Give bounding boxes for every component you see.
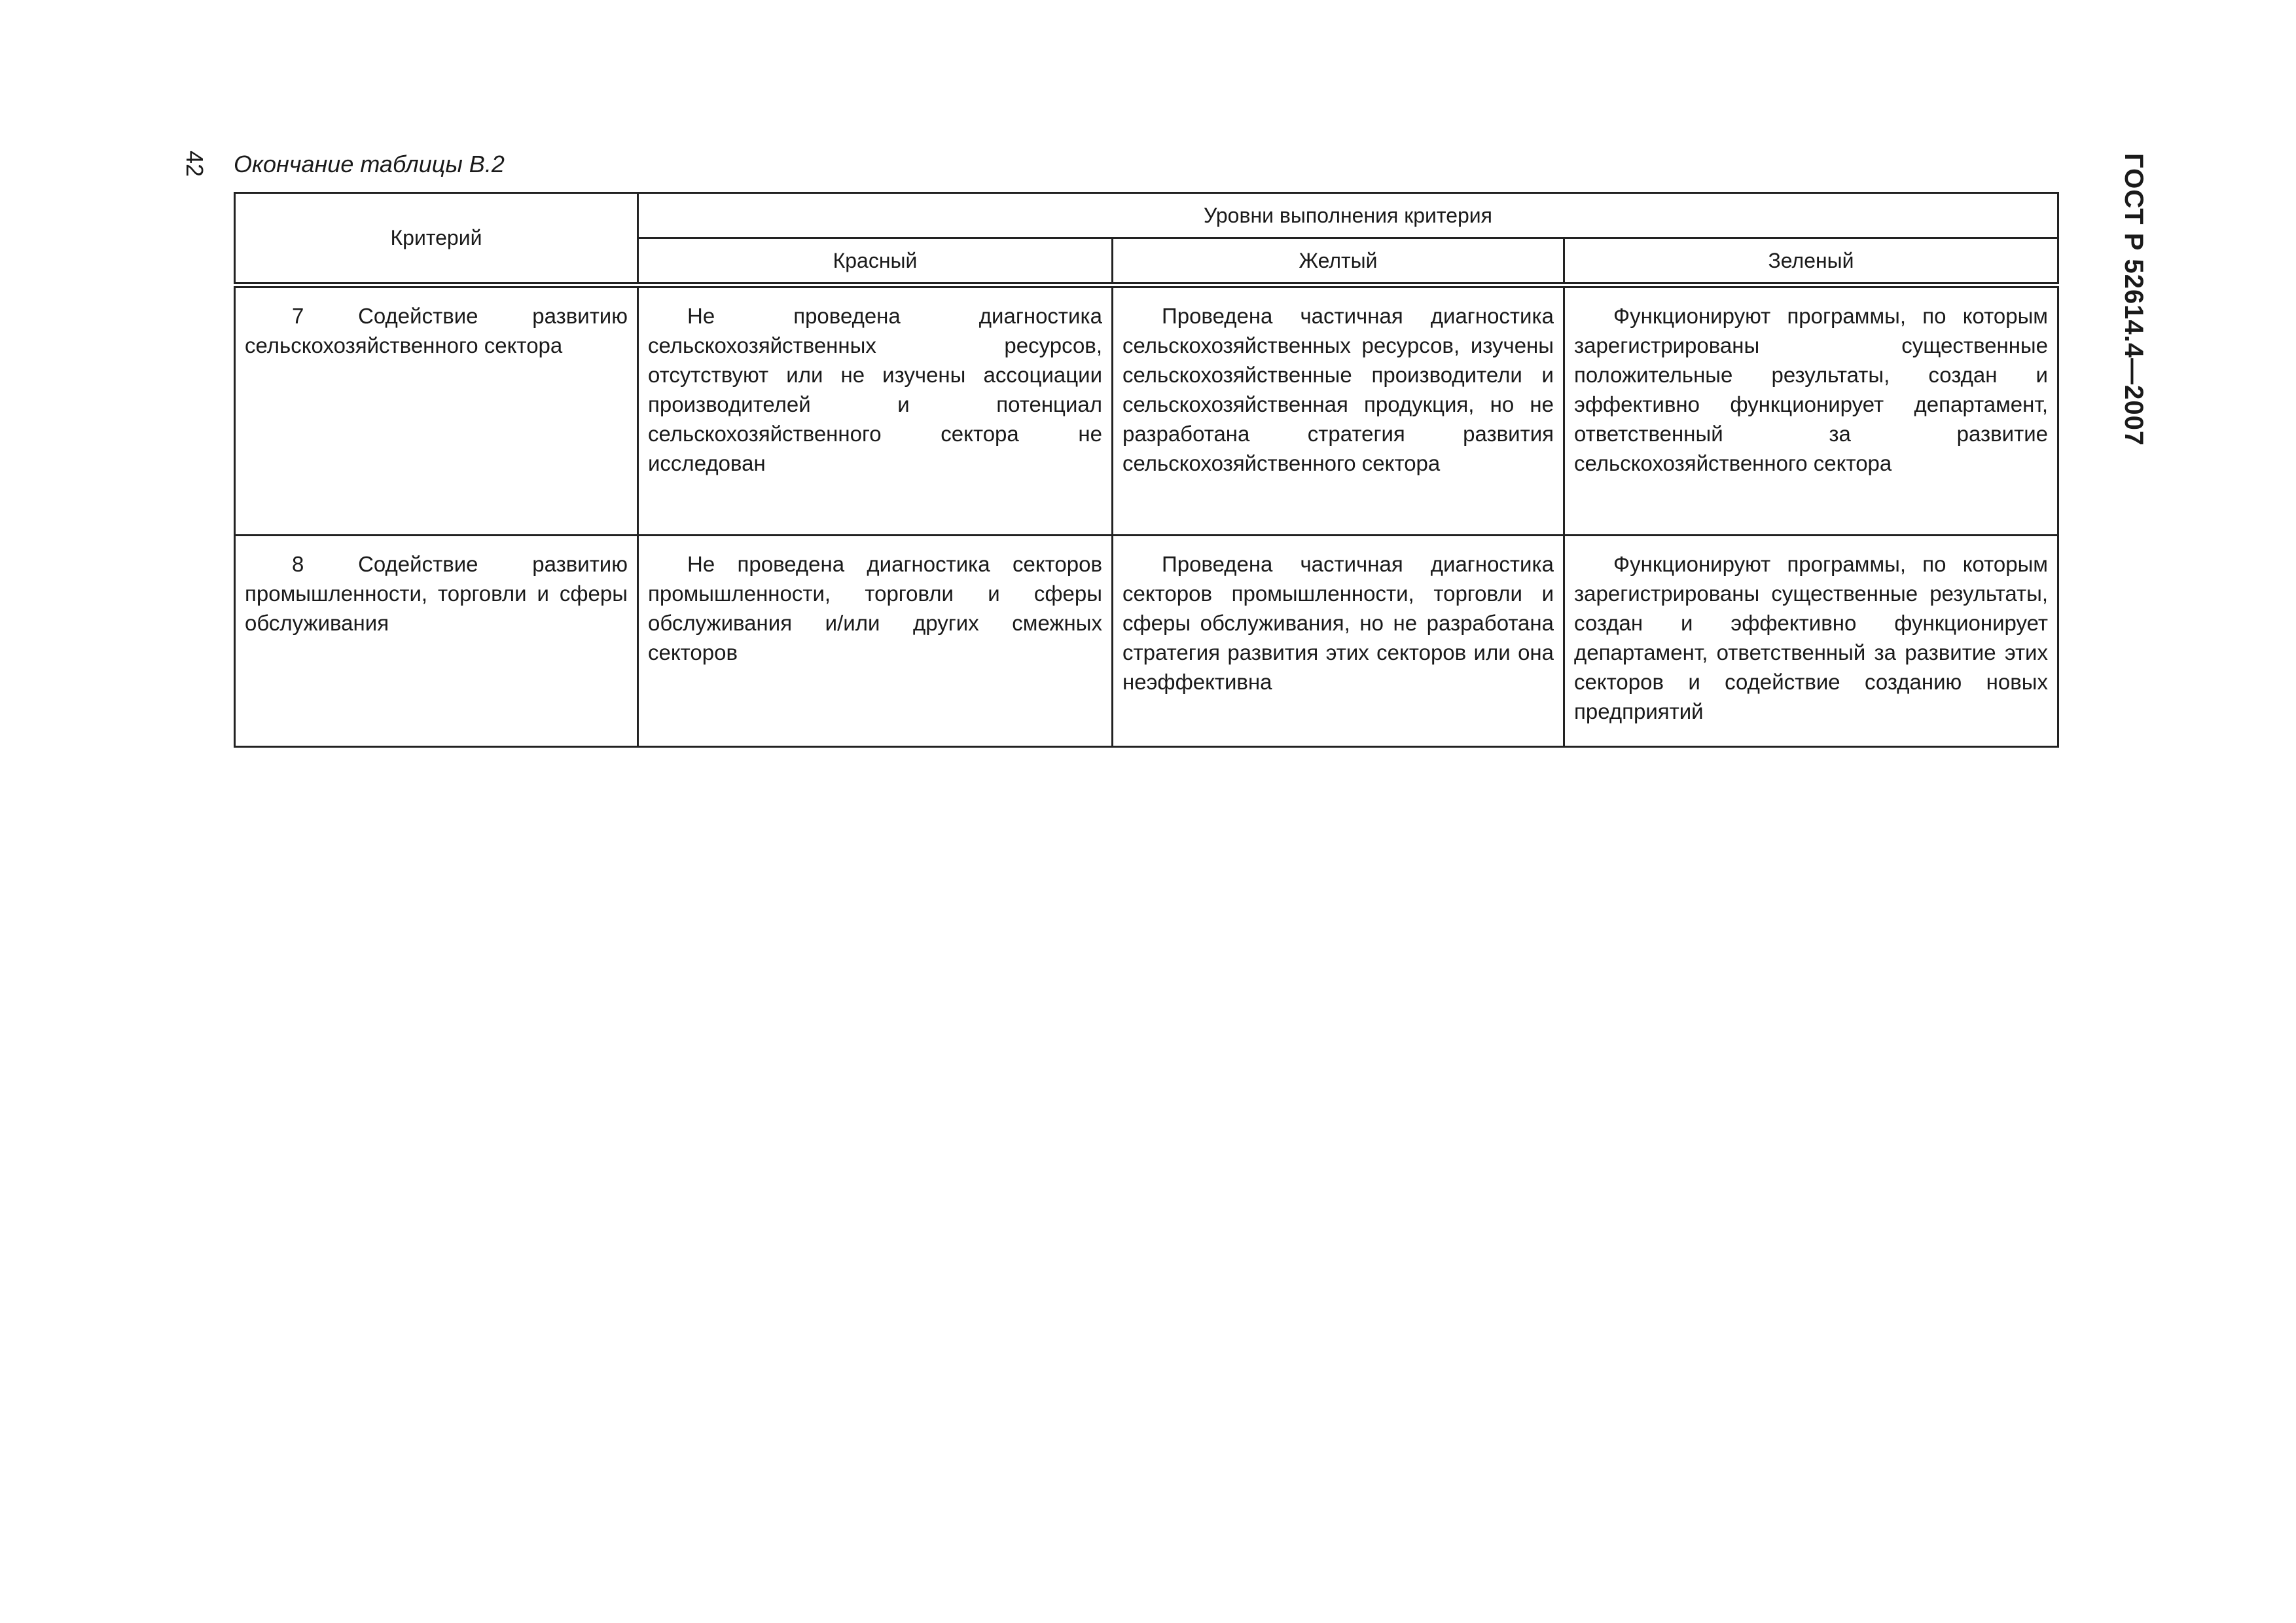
page-number: 42 <box>181 151 208 177</box>
criterion-cell: 7 Содействие развитию сельскохозяйственного сектора <box>235 285 638 536</box>
criterion-cell: 8 Содействие развитию промышленности, торговли и сферы обслуживания <box>235 536 638 747</box>
header-levels-group: Уровни выполнения критерия <box>638 193 2058 238</box>
document-code: ГОСТ Р 52614.4—2007 <box>2119 153 2148 447</box>
green-level-cell: Функционируют программы, по которым зарегистрированы существенные положительные результаты, создан и эффективно функционирует департамент, ответственный за развитие сельскохозяйственного сектора <box>1564 285 2058 536</box>
table-row <box>235 285 2058 536</box>
header-row-group <box>235 193 2058 238</box>
header-criterion: Критерий <box>235 193 638 285</box>
header-yellow: Желтый <box>1113 238 1564 285</box>
table-body <box>235 285 2058 747</box>
red-level-cell: Не проведена диагностика сельскохозяйственных ресурсов, отсутствуют или не изучены ассоциации производителей и потенциал сельскохозяйственного сектора не исследован <box>638 285 1113 536</box>
header-green: Зеленый <box>1564 238 2058 285</box>
criteria-table <box>234 192 2059 748</box>
green-level-cell: Функционируют программы, по которым зарегистрированы существенные результаты, создан и эффективно функционирует департамент, ответственный за развитие этих секторов и содействие созданию новых предприятий <box>1564 536 2058 747</box>
criteria-table-container <box>234 192 2057 748</box>
table-caption: Окончание таблицы В.2 <box>234 151 505 177</box>
yellow-level-cell: Проведена частичная диагностика секторов промышленности, торговли и сферы обслуживания, но не разработана стратегия развития этих секторов или она неэффективна <box>1113 536 1564 747</box>
yellow-level-cell: Проведена частичная диагностика сельскохозяйственных ресурсов, изучены сельскохозяйственные производители и сельскохозяйственная продукция, но не разработана стратегия развития сельскохозяйственного сектора <box>1113 285 1564 536</box>
header-red: Красный <box>638 238 1113 285</box>
table-row <box>235 536 2058 747</box>
table-header <box>235 193 2058 285</box>
red-level-cell: Не проведена диагностика секторов промышленности, торговли и сферы обслуживания и/или других смежных секторов <box>638 536 1113 747</box>
